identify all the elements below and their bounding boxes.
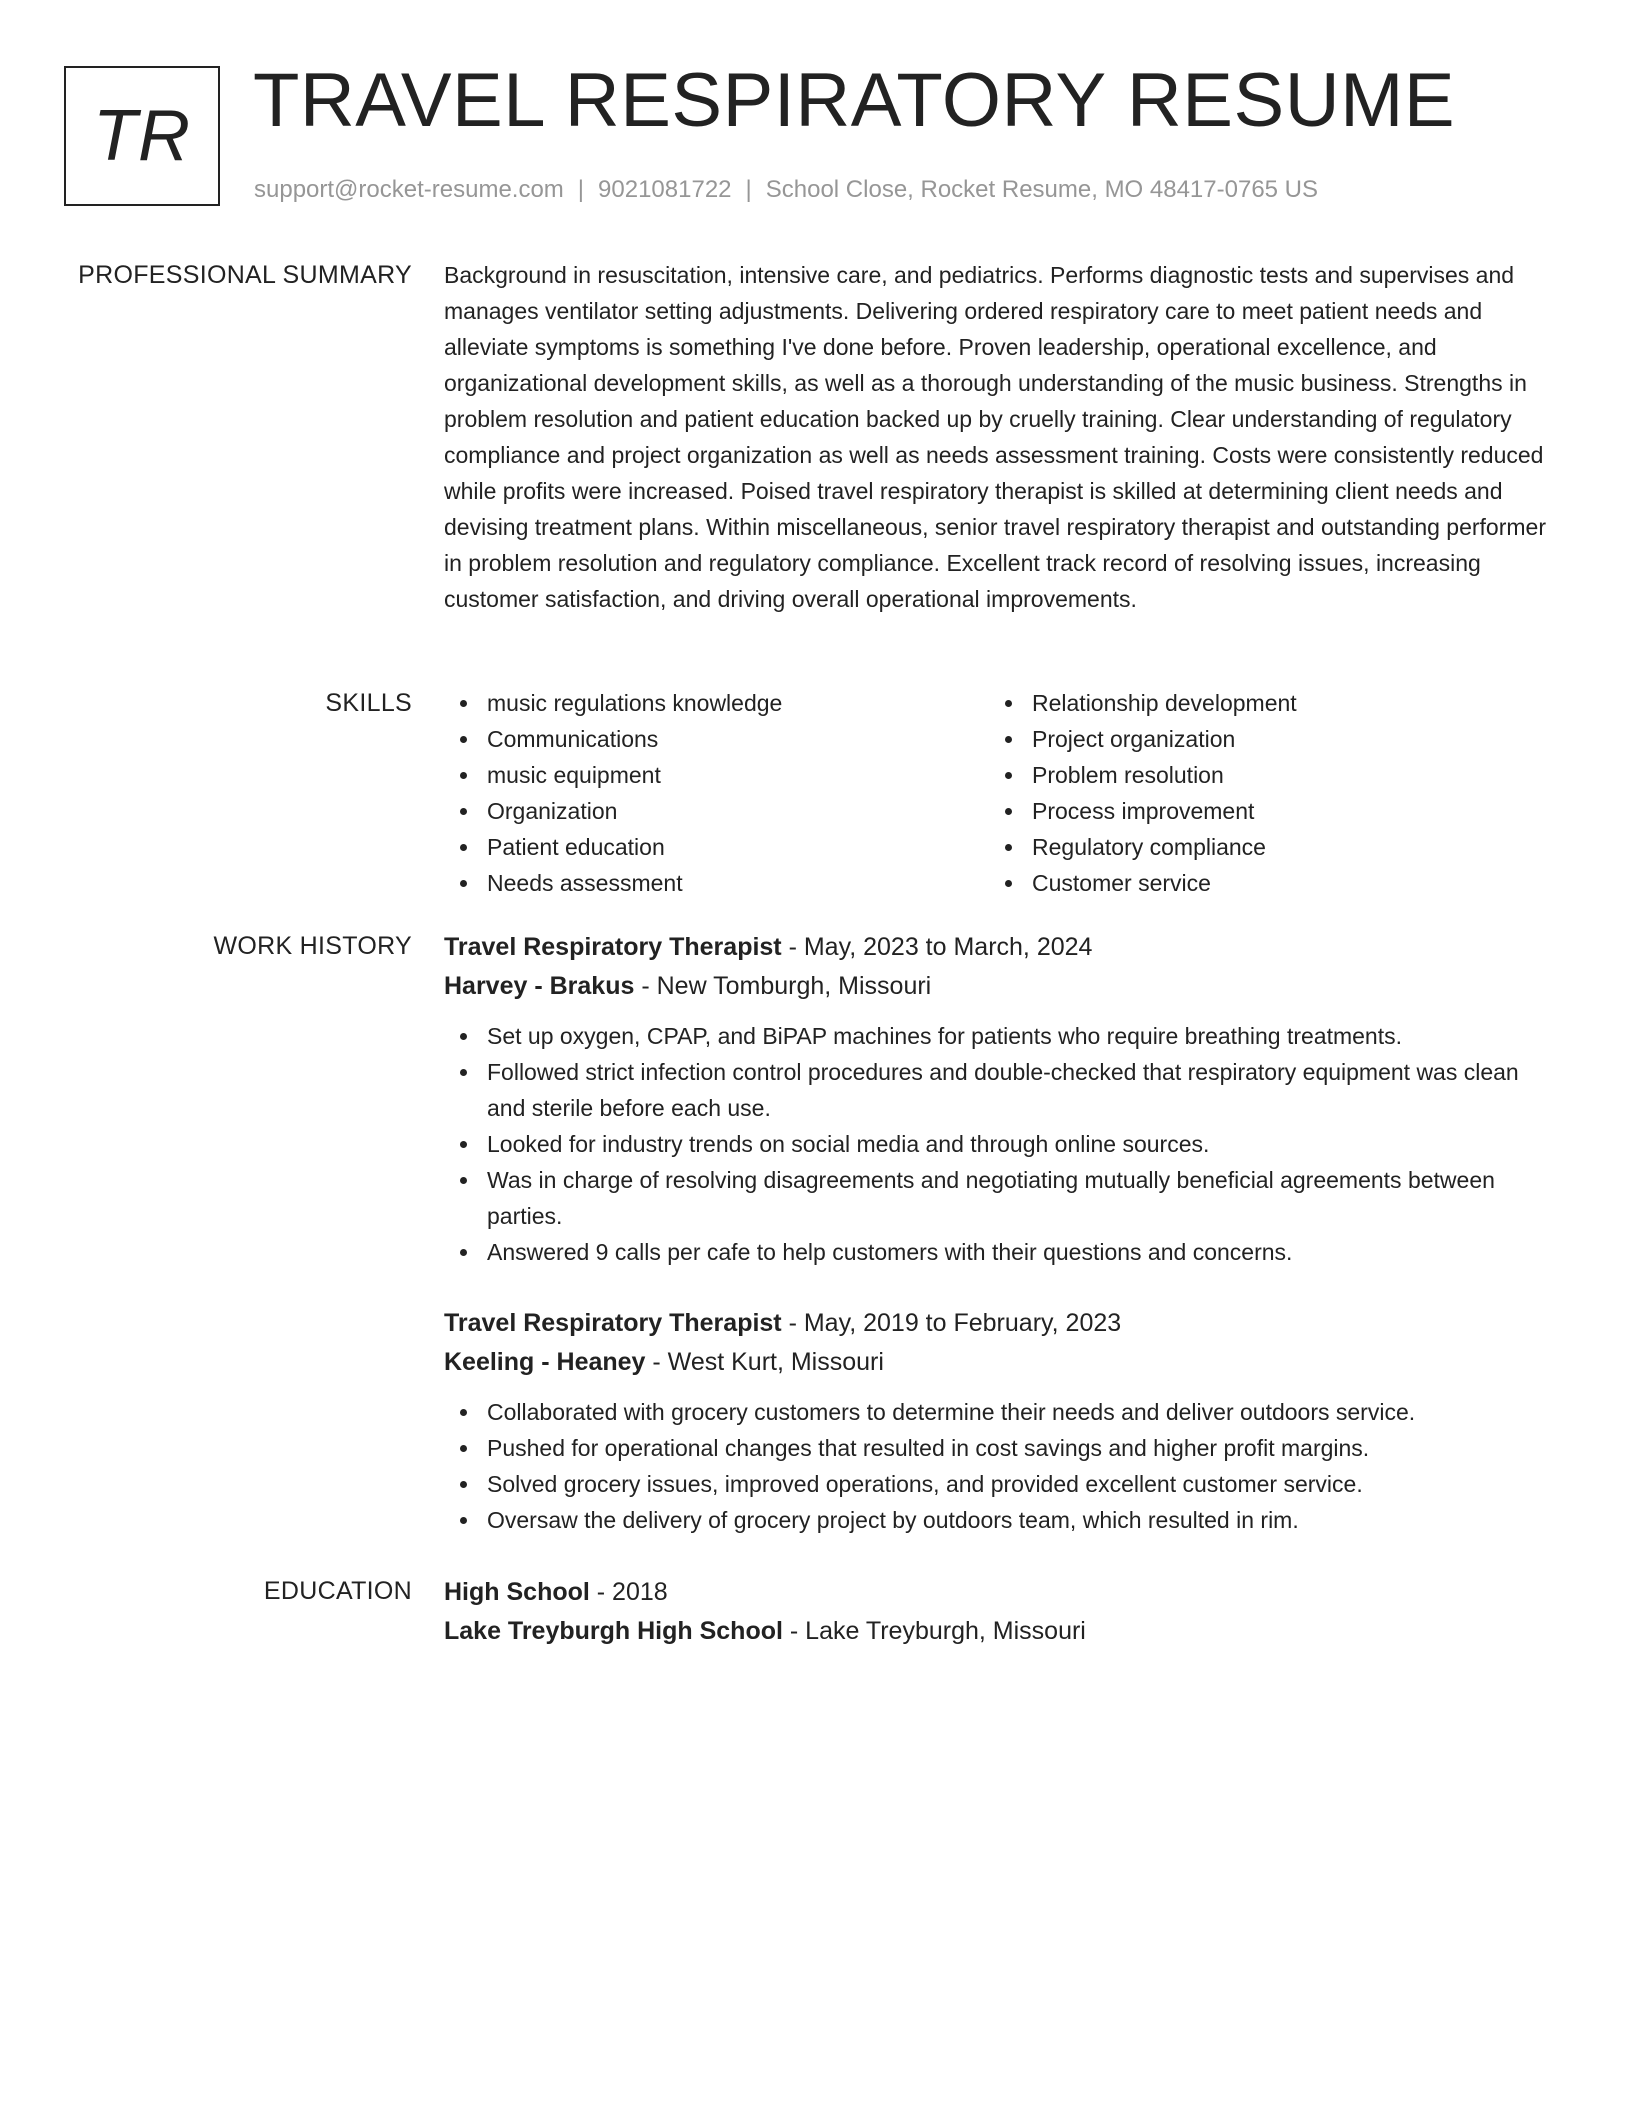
job-company-line [444, 1343, 1554, 1382]
job-entry [444, 1304, 1554, 1538]
monogram-logo: TR [64, 66, 220, 206]
summary-content [444, 257, 1554, 617]
job-bullet: Solved grocery issues, improved operations, and provided excellent customer service. [444, 1466, 1554, 1502]
contact-line [254, 174, 1318, 206]
skills-content [444, 685, 1554, 901]
job-location: - New Tomburgh, Missouri [634, 972, 932, 1000]
job-bullet: Collaborated with grocery customers to determine their needs and deliver outdoors service. [444, 1394, 1554, 1430]
section-label-summary: PROFESSIONAL SUMMARY [78, 261, 412, 289]
job-bullets [444, 1394, 1554, 1538]
contact-address: School Close, Rocket Resume, MO 48417-0765 US [765, 176, 1319, 203]
job-title-line [444, 1304, 1554, 1343]
skill-item: music regulations knowledge [444, 685, 989, 721]
job-bullet: Oversaw the delivery of grocery project by outdoors team, which resulted in rim. [444, 1502, 1554, 1538]
education-year: - 2018 [589, 1578, 668, 1606]
job-company-line [444, 967, 1554, 1006]
skill-item: Process improvement [989, 793, 1534, 829]
contact-phone: 9021081722 [598, 176, 732, 203]
education-school-line [444, 1612, 1554, 1651]
job-bullet: Set up oxygen, CPAP, and BiPAP machines for patients who require breathing treatments. [444, 1018, 1554, 1054]
skill-item: Relationship development [989, 685, 1534, 721]
skill-item: Patient education [444, 829, 989, 865]
job-title-line [444, 928, 1554, 967]
job-location: - West Kurt, Missouri [645, 1348, 884, 1376]
job-dates: - May, 2019 to February, 2023 [781, 1309, 1122, 1337]
contact-separator: | [745, 176, 752, 203]
job-dates: - May, 2023 to March, 2024 [781, 933, 1093, 961]
summary-text: Background in resuscitation, intensive care, and pediatrics. Performs diagnostic tests and supervises and manages ventilator setting adjustments. Delivering ordered respiratory care to meet patient needs and alleviate symptoms is something I've done before. Proven leadership, operational excellence, and organizational development skills, as well as a thorough understanding of the music business. Strengths in problem resolution and patient education backed up by cruelly training. Clear understanding of regulatory compliance and project organization as well as needs assessment training. Costs were consistently reduced while profits were increased. Poised travel respiratory therapist is skilled at determining client needs and devising treatment plans. Within miscellaneous, senior travel respiratory therapist and outstanding performer in problem resolution and regulatory compliance. Excellent track record of resolving issues, increasing customer satisfaction, and driving overall operational improvements. [444, 262, 1546, 612]
job-company: Harvey - Brakus [444, 972, 635, 1000]
resume-title: TRAVEL RESPIRATORY RESUME [253, 58, 1456, 143]
job-company: Keeling - Heaney [444, 1348, 646, 1376]
skill-item: Regulatory compliance [989, 829, 1534, 865]
job-bullet: Was in charge of resolving disagreements and negotiating mutually beneficial agreements between parties. [444, 1162, 1554, 1234]
job-bullets [444, 1018, 1554, 1270]
skill-item: Communications [444, 721, 989, 757]
job-entry [444, 928, 1554, 1270]
job-title: Travel Respiratory Therapist [444, 1309, 782, 1337]
skill-item: music equipment [444, 757, 989, 793]
education-degree-line [444, 1573, 1554, 1612]
job-bullet: Looked for industry trends on social media and through online sources. [444, 1126, 1554, 1162]
education-location: - Lake Treyburgh, Missouri [782, 1617, 1086, 1645]
section-label-education: EDUCATION [263, 1577, 412, 1605]
job-title: Travel Respiratory Therapist [444, 933, 782, 961]
skill-item: Project organization [989, 721, 1534, 757]
section-label-work: WORK HISTORY [213, 932, 412, 960]
skill-item: Needs assessment [444, 865, 989, 901]
education-content [444, 1573, 1554, 1651]
skill-item: Problem resolution [989, 757, 1534, 793]
job-bullet: Followed strict infection control procedures and double-checked that respiratory equipment was clean and sterile before each use. [444, 1054, 1554, 1126]
contact-separator: | [577, 176, 585, 203]
contact-email: support@rocket-resume.com [254, 176, 564, 203]
section-label-skills: SKILLS [325, 689, 412, 717]
education-degree: High School [444, 1578, 590, 1606]
job-bullet: Pushed for operational changes that resulted in cost savings and higher profit margins. [444, 1430, 1554, 1466]
skill-item: Customer service [989, 865, 1534, 901]
skills-list [444, 685, 1554, 901]
job-bullet: Answered 9 calls per cafe to help customers with their questions and concerns. [444, 1234, 1554, 1270]
education-school: Lake Treyburgh High School [444, 1617, 783, 1645]
skill-item: Organization [444, 793, 989, 829]
